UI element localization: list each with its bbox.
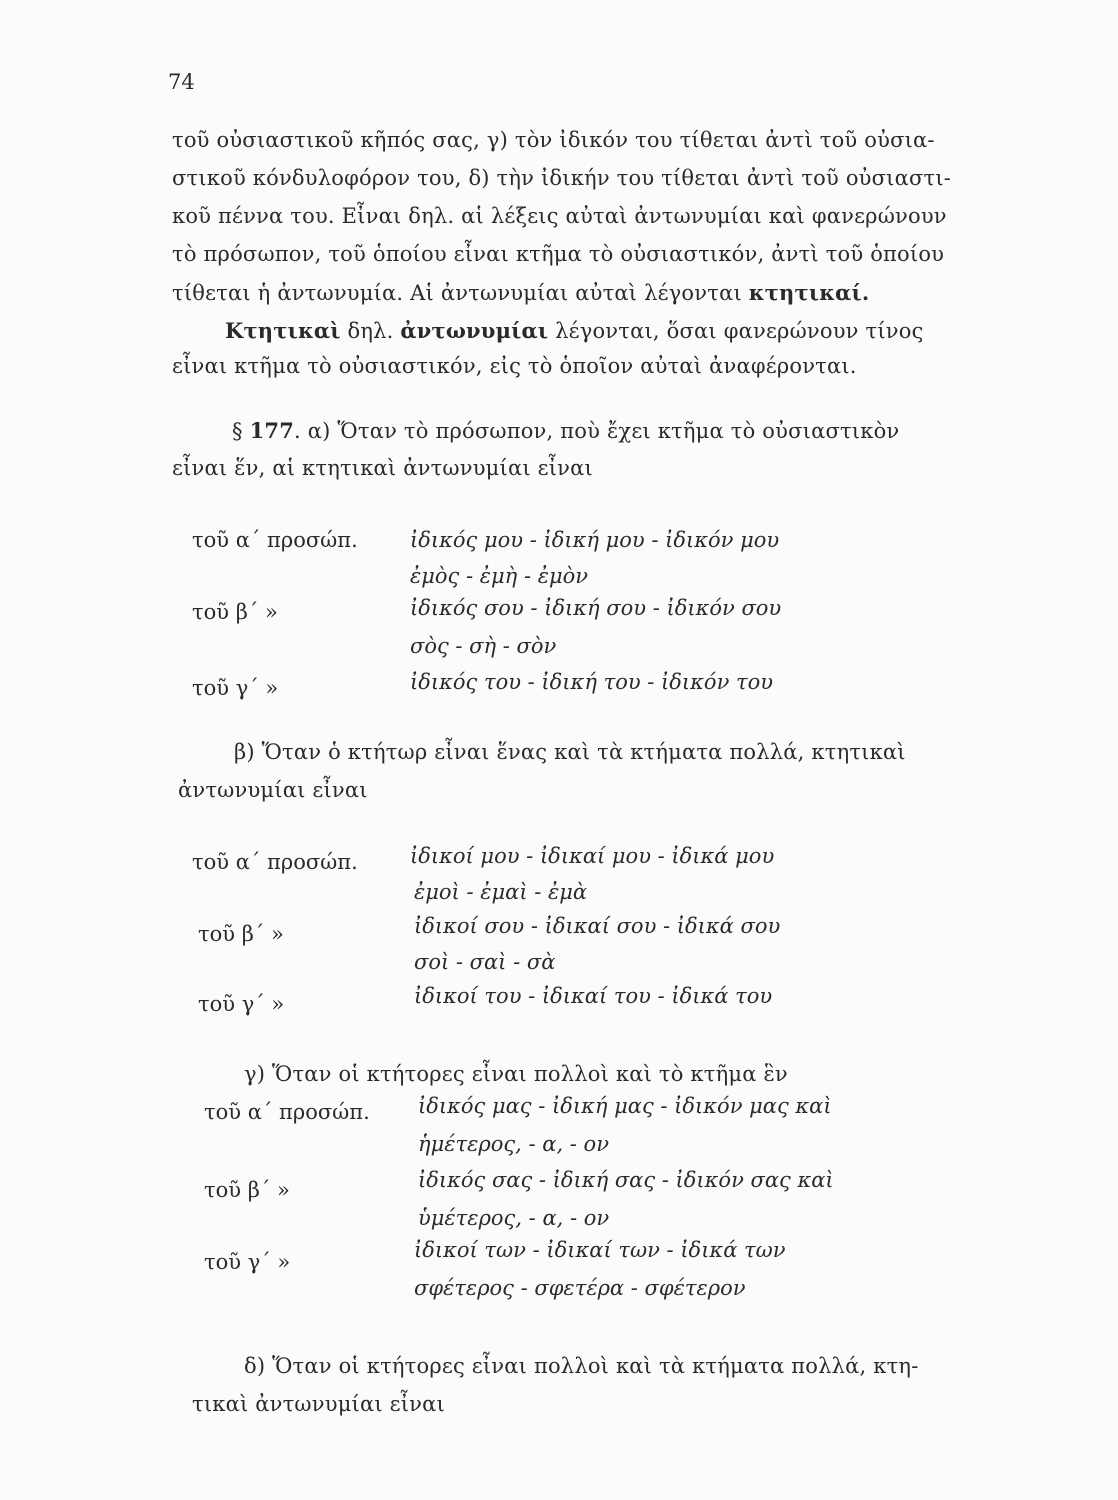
person-label: τοῦ β΄ » bbox=[198, 922, 284, 946]
section-line: β) Ὅταν ὁ κτήτωρ εἶναι ἕνας καὶ τὰ κτήματα πολλά, κτητικαὶ bbox=[234, 740, 906, 764]
person-label: τοῦ γ΄ » bbox=[198, 992, 285, 1016]
definition-text: δηλ. bbox=[340, 319, 401, 343]
pronoun-alt-forms: ἐμὸς - ἐμὴ - ἐμὸν bbox=[410, 564, 589, 588]
definition-line bbox=[225, 318, 924, 343]
person-label: τοῦ α΄ προσώπ. bbox=[204, 1100, 370, 1124]
pronoun-forms: ἰδικός μας - ἰδική μας - ἰδικόν μας καὶ bbox=[418, 1094, 832, 1118]
pronoun-forms: ἰδικός σας - ἰδική σας - ἰδικόν σας καὶ bbox=[418, 1168, 834, 1192]
pronoun-forms: ἰδικοί των - ἰδικαί των - ἰδικά των bbox=[414, 1238, 786, 1262]
pronoun-forms: ἰδικοί μου - ἰδικαί μου - ἰδικά μου bbox=[410, 844, 775, 868]
definition-term: Κτητικαὶ bbox=[225, 318, 341, 343]
paragraph-line: τοῦ οὐσιαστικοῦ κῆπός σας, γ) τὸν ἰδικόν του τίθεται ἀντὶ τοῦ οὐσια- bbox=[172, 128, 935, 152]
paragraph-line bbox=[172, 280, 869, 305]
pronoun-alt-forms: σφέτερος - σφετέρα - σφέτερον bbox=[414, 1276, 746, 1300]
pronoun-forms: ἰδικός σου - ἰδική σου - ἰδικόν σου bbox=[410, 596, 782, 620]
person-label: τοῦ α΄ προσώπ. bbox=[192, 850, 358, 874]
person-label: τοῦ β΄ » bbox=[192, 600, 278, 624]
paragraph-line: τὸ πρόσωπον, τοῦ ὁποίου εἶναι κτῆμα τὸ οὐσιαστικόν, ἀντὶ τοῦ ὁποίου bbox=[172, 242, 945, 266]
definition-term: ἀντωνυμίαι bbox=[400, 318, 549, 343]
pronoun-forms: ἰδικοί του - ἰδικαί του - ἰδικά του bbox=[414, 984, 773, 1008]
section-line: δ) Ὅταν οἱ κτήτορες εἶναι πολλοὶ καὶ τὰ κτήματα πολλά, κτη- bbox=[244, 1354, 919, 1378]
definition-text: λέγονται, ὅσαι φανερώνουν τίνος bbox=[548, 319, 924, 343]
pronoun-alt-forms: σοὶ - σαὶ - σὰ bbox=[414, 950, 556, 974]
person-label: τοῦ γ΄ » bbox=[204, 1250, 291, 1274]
pronoun-alt-forms: ἡμέτερος, - α, - ον bbox=[418, 1132, 609, 1156]
section-line: τικαὶ ἀντωνυμίαι εἶναι bbox=[192, 1392, 445, 1416]
person-label: τοῦ α΄ προσώπ. bbox=[192, 528, 358, 552]
pronoun-alt-forms: ὑμέτερος, - α, - ον bbox=[418, 1206, 610, 1230]
person-label: τοῦ β΄ » bbox=[204, 1178, 290, 1202]
section-text: . α) Ὅταν τὸ πρόσωπον, ποὺ ἔχει κτῆμα τὸ οὐσιαστικὸν bbox=[294, 419, 900, 443]
pronoun-alt-forms: ἐμοὶ - ἐμαὶ - ἐμὰ bbox=[414, 880, 588, 904]
term-bold: κτητικαί. bbox=[748, 280, 870, 305]
paragraph-line: κοῦ πέννα του. Εἶναι δηλ. αἱ λέξεις αὐταὶ ἀντωνυμίαι καὶ φανερώνουν bbox=[172, 204, 947, 228]
section-line: γ) Ὅταν οἱ κτήτορες εἶναι πολλοὶ καὶ τὸ κτῆμα ἓν bbox=[244, 1062, 788, 1086]
pronoun-forms: ἰδικός του - ἰδική του - ἰδικόν του bbox=[410, 670, 774, 694]
pronoun-forms: ἰδικοί σου - ἰδικαί σου - ἰδικά σου bbox=[414, 914, 781, 938]
pronoun-forms: ἰδικός μου - ἰδική μου - ἰδικόν μου bbox=[410, 528, 780, 552]
section-number: 177 bbox=[249, 418, 295, 443]
definition-line: εἶναι κτῆμα τὸ οὐσιαστικόν, εἰς τὸ ὁποῖον αὐταὶ ἀναφέρονται. bbox=[172, 354, 857, 378]
section-symbol: § bbox=[232, 419, 243, 443]
section-heading bbox=[232, 418, 899, 443]
section-line: εἶναι ἕν, αἱ κτητικαὶ ἀντωνυμίαι εἶναι bbox=[172, 456, 593, 480]
person-label: τοῦ γ΄ » bbox=[192, 676, 279, 700]
pronoun-alt-forms: σὸς - σὴ - σὸν bbox=[410, 634, 557, 658]
section-line: ἀντωνυμίαι εἶναι bbox=[178, 778, 368, 802]
paragraph-text: τίθεται ἡ ἀντωνυμία. Αἱ ἀντωνυμίαι αὐταὶ λέγονται bbox=[172, 281, 749, 305]
page-number: 74 bbox=[168, 70, 195, 94]
paragraph-line: στικοῦ κόνδυλοφόρον του, δ) τὴν ἰδικήν του τίθεται ἀντὶ τοῦ οὐσιαστι- bbox=[172, 166, 952, 190]
